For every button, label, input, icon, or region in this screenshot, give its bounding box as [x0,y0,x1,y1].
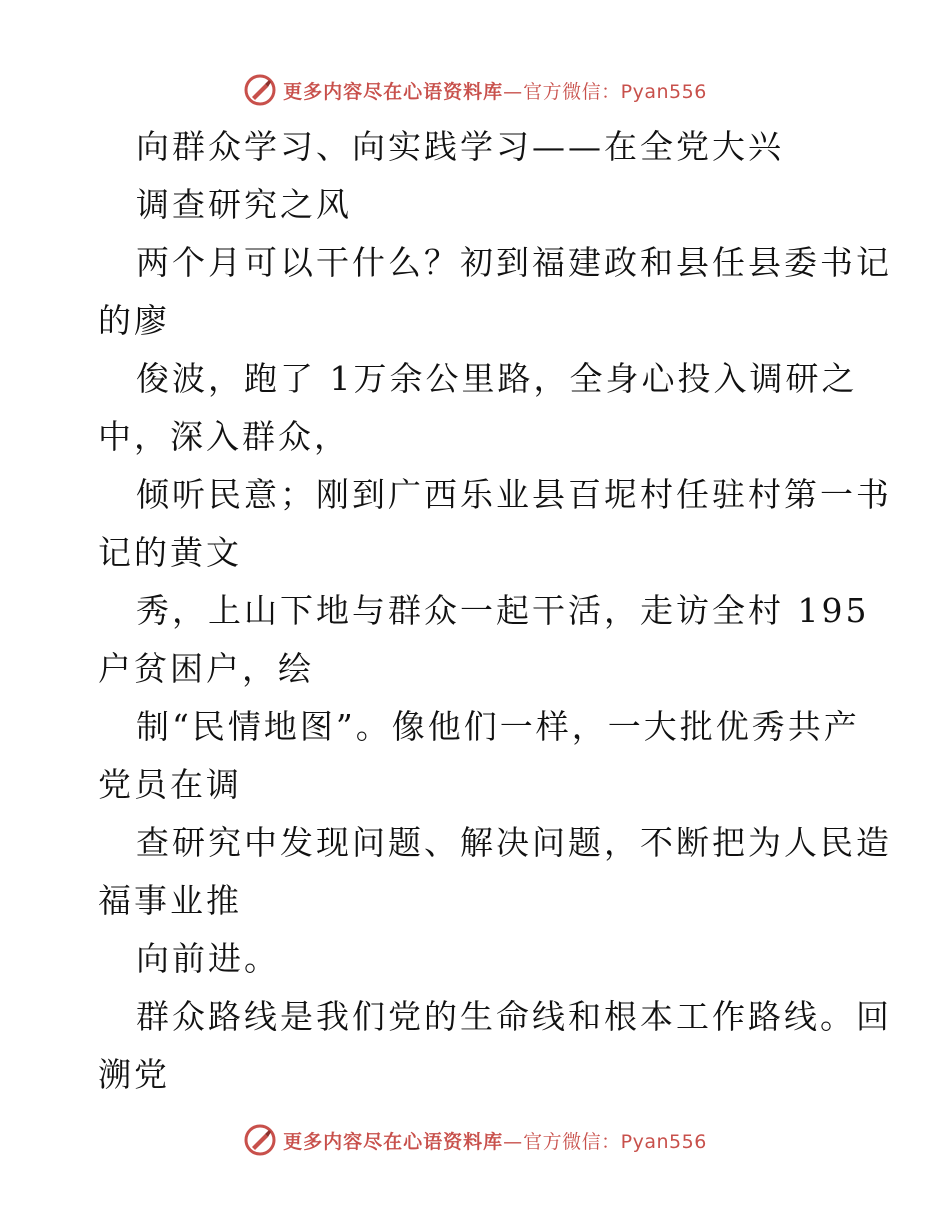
watermark-separator: — [503,80,524,103]
text-line: 向前进。 [136,939,280,978]
text-line: 的廖 [98,301,170,340]
text-line: 制“民情地图”。像他们一样，一大批优秀共产 [136,707,860,746]
pen-circle-logo-icon [243,1123,277,1157]
watermark-text [283,1127,707,1154]
text-line: 户贫困户，绘 [98,649,314,688]
text-line: 倾听民意；刚到广西乐业县百坭村任驻村第一书 [136,475,892,514]
watermark-label: 更多内容尽在心语资料库 [283,1130,504,1153]
watermark-label: 更多内容尽在心语资料库 [283,80,504,103]
text-line: 福事业推 [98,881,242,920]
watermark-contact: 官方微信：Pyan556 [523,80,707,103]
text-line: 两个月可以干什么？初到福建政和县任县委书记 [136,243,892,282]
watermark-separator: — [503,1130,524,1153]
watermark-header [0,70,950,110]
watermark-text [283,77,707,104]
text-line: 党员在调 [98,765,242,804]
text-line: 调查研究之风 [136,185,352,224]
watermark-footer [0,1120,950,1160]
text-line: 秀，上山下地与群众一起干活，走访全村 195 [136,591,870,630]
pen-circle-logo-icon [243,73,277,107]
text-line: 查研究中发现问题、解决问题，不断把为人民造 [136,823,892,862]
text-line: 向群众学习、向实践学习——在全党大兴 [136,127,784,166]
article-body [98,118,892,1104]
text-line: 俊波，跑了 1万余公里路，全身心投入调研之 [136,359,858,398]
text-line: 溯党 [98,1055,170,1094]
text-line: 记的黄文 [98,533,242,572]
text-line: 中，深入群众， [98,417,350,456]
text-line: 群众路线是我们党的生命线和根本工作路线。回 [136,997,892,1036]
watermark-contact: 官方微信：Pyan556 [523,1130,707,1153]
